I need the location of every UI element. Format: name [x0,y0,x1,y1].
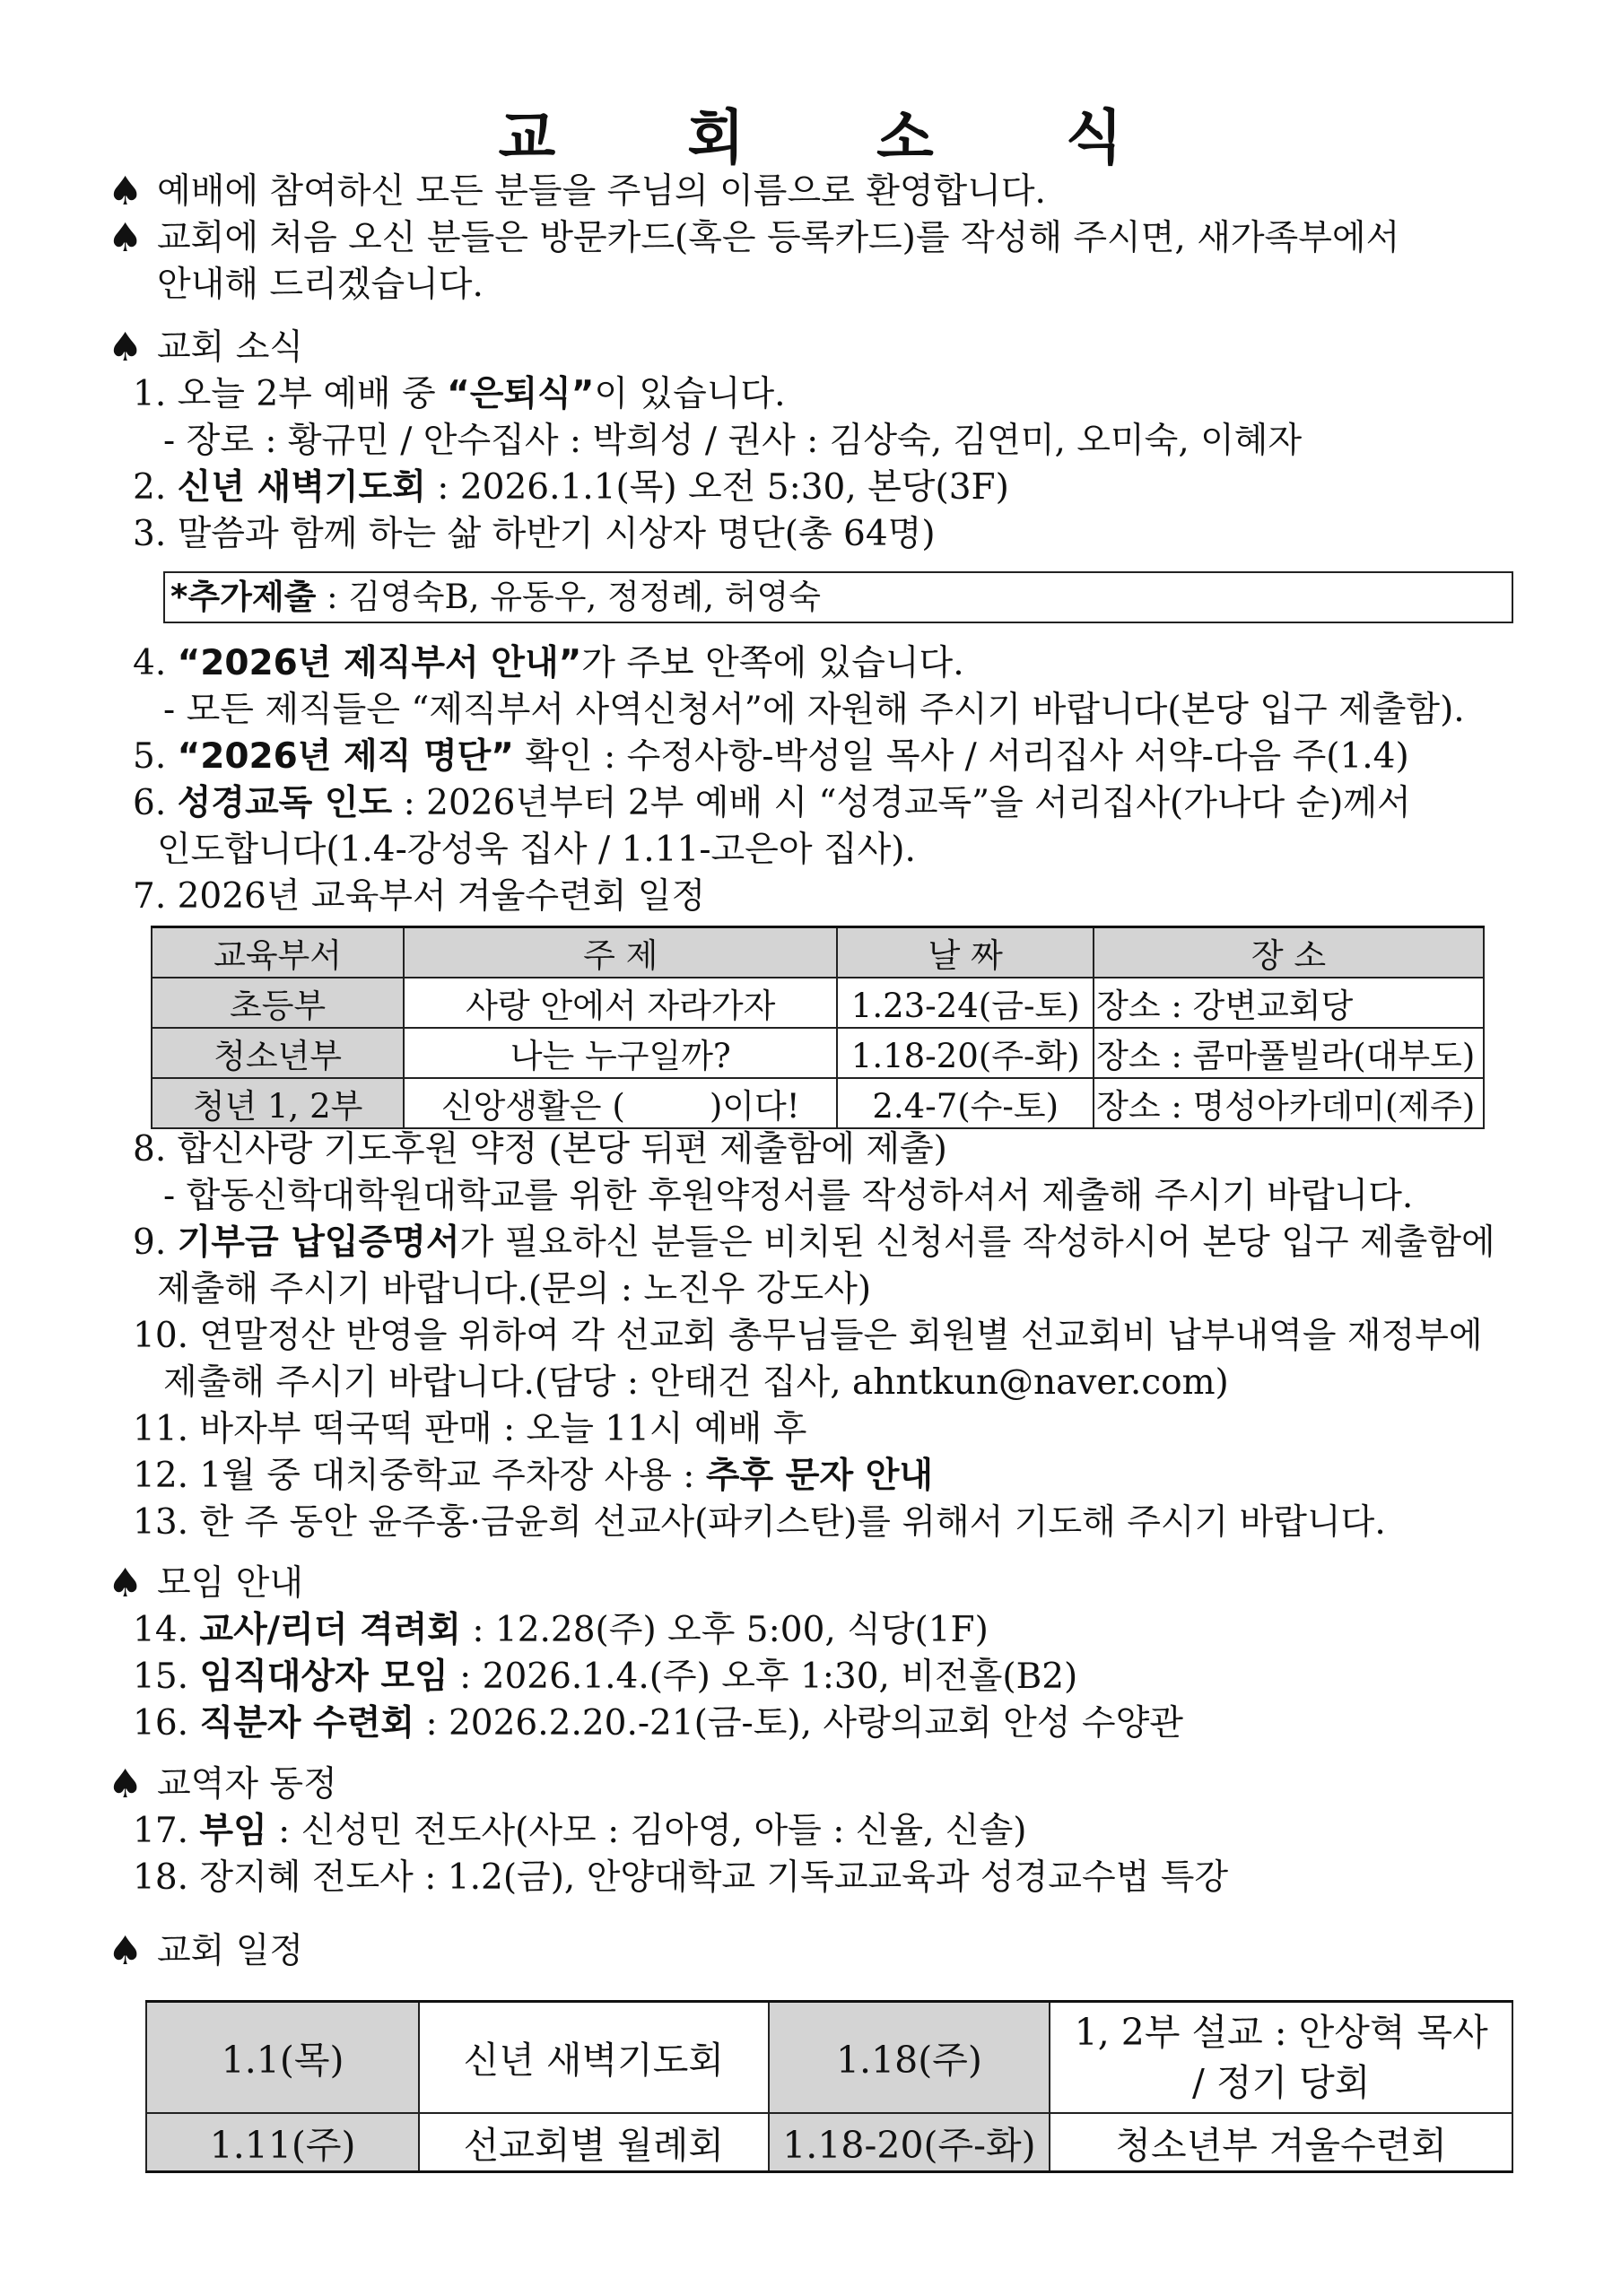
additional-submission-box [163,571,1513,623]
news-item-10: 10. 연말정산 반영을 위하여 각 선교회 총무님들은 회원별 선교회비 납부내역을 재정부에 [133,1316,1483,1356]
item-text: 15. [133,1657,200,1697]
item-emphasis: 교사/리더 격려회 [199,1610,461,1650]
news-item-8: 8. 합신사랑 기도후원 약정 (본당 뒤편 제출함에 제출) [133,1129,947,1170]
intro-line-2: 교회에 처음 오신 분들은 방문카드(혹은 등록카드)를 작성해 주시면, 새가족부에서 [157,218,1400,258]
item-text: 이 있습니다. [594,374,786,414]
news-item-4-detail: - 모든 제직들은 “제직부서 사역신청서”에 자원해 주시기 바랍니다(본당 입구 제출함). [163,690,1465,730]
item-emphasis: 임직대상자 모임 [199,1657,449,1697]
schedule-event: 신년 새벽기도회 [419,2002,768,2113]
schedule-date: 1.1(목) [146,2002,419,2113]
item-text: : 2026년부터 2부 예배 시 “성경교독”을 서리집사(가나다 순)께서 [392,783,1411,823]
church-schedule-table [145,2000,1513,2173]
intro-line-3: 안내해 드리겠습니다. [157,265,484,305]
news-item-10-detail: 제출해 주시기 바랍니다.(담당 : 안태건 집사, ahntkun@naver.com) [163,1362,1229,1403]
schedule-event-line: / 정기 당회 [1192,2060,1371,2104]
item-text: 12. 1월 중 대치중학교 주차장 사용 : [133,1456,706,1496]
news-item-11: 11. 바자부 떡국떡 판매 : 오늘 11시 예배 후 [133,1409,807,1449]
table-header: 장 소 [1094,927,1484,978]
table-header-row [152,927,1484,978]
news-item-13: 13. 한 주 동안 윤주홍·금윤희 선교사(파키스탄)를 위해서 기도해 주시기 바랍니다. [133,1502,1386,1543]
meeting-item-16 [133,1700,1183,1747]
section-heading-ministers: 교역자 동정 [157,1764,337,1805]
item-text: 1. 오늘 2부 예배 중 [133,374,448,414]
table-header: 날 짜 [837,927,1094,978]
news-item-8-detail: - 합동신학대학원대학교를 위한 후원약정서를 작성하셔서 제출해 주시기 바랍니다. [163,1176,1414,1216]
item-text: 5. [133,736,178,777]
item-text: 6. [133,783,178,823]
table-row [152,1078,1484,1128]
table-cell: 나는 누구일까? [404,1028,837,1078]
table-cell: 청소년부 [152,1028,404,1078]
item-text: : 2026.2.20.-21(금-토), 사랑의교회 안성 수양관 [414,1703,1183,1744]
news-item-2 [133,465,1009,511]
item-emphasis: 부임 [199,1811,267,1851]
section-heading-news: 교회 소식 [157,327,304,368]
item-emphasis: 추후 문자 안내 [705,1456,934,1496]
spade-icon: ♠ [108,215,144,261]
table-header: 교육부서 [152,927,404,978]
schedule-date: 1.11(주) [146,2113,419,2172]
news-item-4 [133,640,964,687]
news-item-1 [133,371,786,418]
item-emphasis: “2026년 제직 명단” [177,736,514,777]
table-row [146,2002,1512,2113]
news-item-6-detail: 인도합니다(1.4-강성욱 집사 / 1.11-고은아 집사). [157,830,916,870]
table-row [146,2113,1512,2172]
item-text: 16. [133,1703,200,1744]
news-item-7: 7. 2026년 교육부서 겨울수련회 일정 [133,876,706,917]
item-emphasis: 성경교독 인도 [177,783,393,823]
item-text: 14. [133,1610,200,1650]
spade-icon: ♠ [108,1761,144,1807]
item-text: : 12.28(주) 오후 5:00, 식당(1F) [460,1610,989,1650]
intro-line-1: 예배에 참여하신 모든 분들을 주님의 이름으로 환영합니다. [157,171,1046,212]
news-item-12 [133,1453,933,1500]
news-item-3: 3. 말씀과 함께 하는 삶 하반기 시상자 명단(총 64명) [133,514,936,554]
item-emphasis: “은퇴식” [447,374,595,414]
table-cell: 1.23-24(금-토) [837,978,1094,1028]
table-cell: 사랑 안에서 자라가자 [404,978,837,1028]
table-cell: 신앙생활은 ( )이다! [404,1078,837,1128]
schedule-event-line: 1, 2부 설교 : 안상혁 목사 [1074,2010,1488,2054]
news-item-9 [133,1220,1495,1266]
section-heading-schedule: 교회 일정 [157,1931,304,1971]
table-row [152,1028,1484,1078]
spade-icon: ♠ [108,169,144,214]
item-text: 2. [133,467,178,508]
item-text: 9. [133,1222,178,1263]
table-cell: 2.4-7(수-토) [837,1078,1094,1128]
section-heading-meetings: 모임 안내 [157,1563,304,1604]
item-emphasis: *추가제출 [170,578,317,616]
item-emphasis: 기부금 납입증명서 [177,1222,460,1263]
table-cell: 초등부 [152,978,404,1028]
minister-item-18: 18. 장지혜 전도사 : 1.2(금), 안양대학교 기독교교육과 성경교수법 특강 [133,1857,1229,1898]
item-text: 가 주보 안쪽에 있습니다. [581,643,964,683]
item-emphasis: 직분자 수련회 [199,1703,415,1744]
item-emphasis: “2026년 제직부서 안내” [177,643,582,683]
schedule-event [1050,2002,1512,2113]
meeting-item-15 [133,1654,1077,1700]
table-header: 주 제 [404,927,837,978]
spade-icon: ♠ [108,325,144,370]
table-cell: 장소 : 강변교회당 [1094,978,1484,1028]
item-text: : 신성민 전도사(사모 : 김아영, 아들 : 신율, 신솔) [266,1811,1027,1851]
minister-item-17 [133,1808,1026,1855]
spade-icon: ♠ [108,1928,144,1974]
schedule-event: 청소년부 겨울수련회 [1050,2113,1512,2172]
page-title: 교 회 소 식 [498,103,1179,172]
item-text: : 2026.1.4.(주) 오후 1:30, 비전홀(B2) [448,1657,1078,1697]
item-emphasis: 신년 새벽기도회 [177,467,426,508]
table-cell: 장소 : 콤마풀빌라(대부도) [1094,1028,1484,1078]
table-cell: 청년 1, 2부 [152,1078,404,1128]
item-text: 4. [133,643,178,683]
table-row [152,978,1484,1028]
schedule-date: 1.18(주) [769,2002,1050,2113]
item-text: : 2026.1.1(목) 오전 5:30, 본당(3F) [425,467,1009,508]
winter-camp-table [151,926,1485,1129]
item-text: 가 필요하신 분들은 비치된 신청서를 작성하시어 본당 입구 제출함에 [459,1222,1495,1263]
item-text: : 김영숙B, 유동우, 정정례, 허영숙 [316,578,821,616]
item-text: 17. [133,1811,200,1851]
meeting-item-14 [133,1607,989,1654]
news-item-1-detail: - 장로 : 황규민 / 안수집사 : 박희성 / 권사 : 김상숙, 김연미, 오미숙, 이혜자 [163,421,1303,461]
news-item-5 [133,734,1409,780]
item-text: 확인 : 수정사항-박성일 목사 / 서리집사 서약-다음 주(1.4) [513,736,1409,777]
schedule-date: 1.18-20(주-화) [769,2113,1050,2172]
spade-icon: ♠ [108,1561,144,1606]
news-item-9-detail: 제출해 주시기 바랍니다.(문의 : 노진우 강도사) [157,1269,872,1309]
news-item-6 [133,780,1411,827]
schedule-event: 선교회별 월례회 [419,2113,768,2172]
table-cell: 장소 : 명성아카데미(제주) [1094,1078,1484,1128]
table-cell: 1.18-20(주-화) [837,1028,1094,1078]
